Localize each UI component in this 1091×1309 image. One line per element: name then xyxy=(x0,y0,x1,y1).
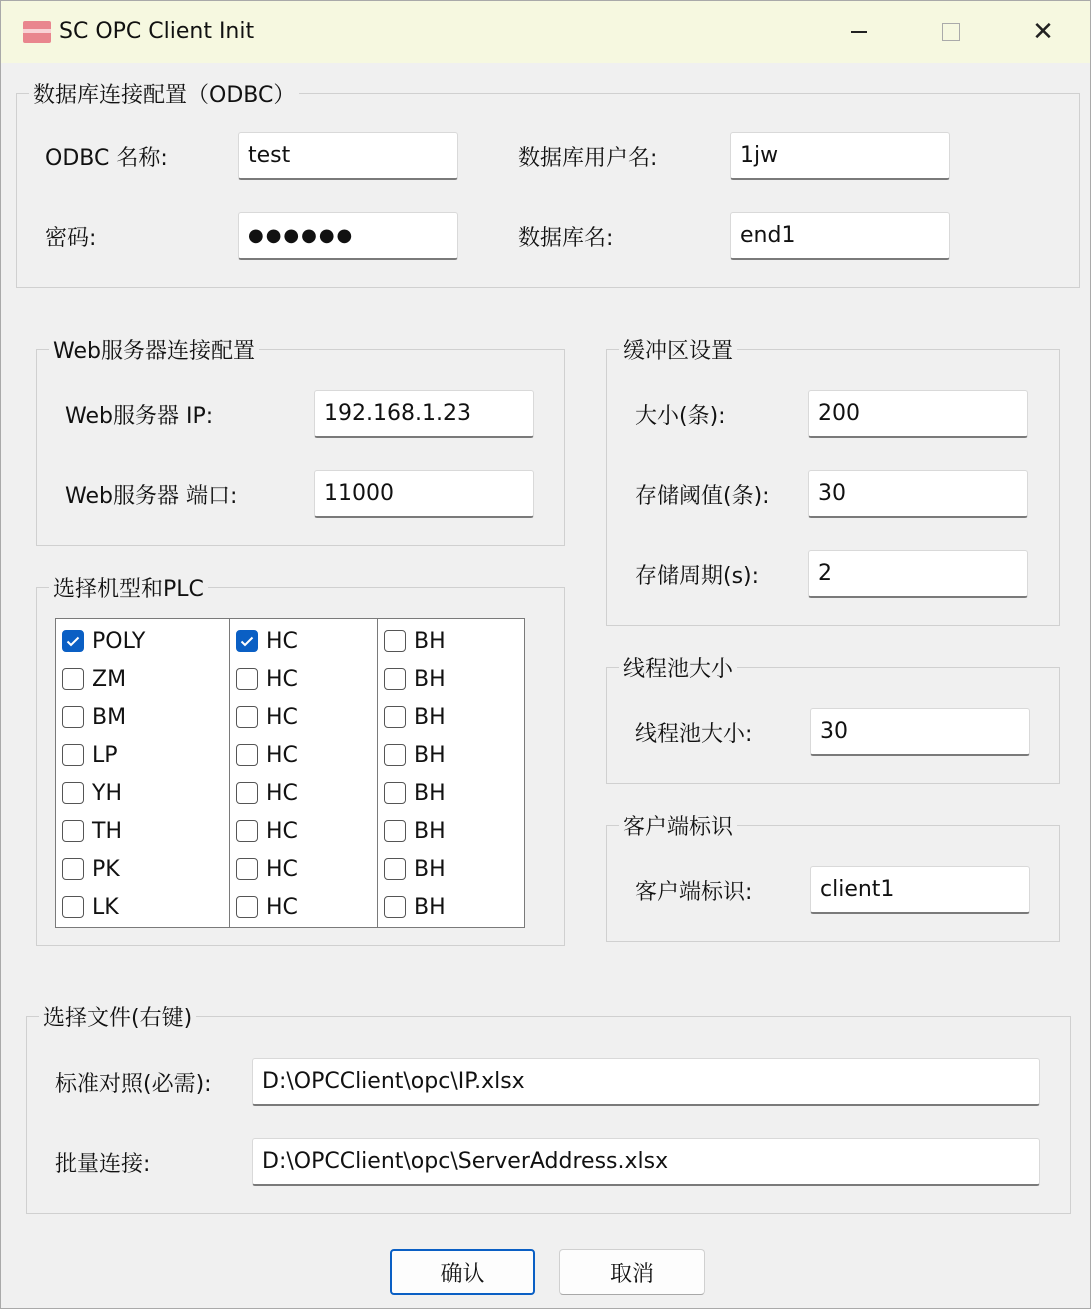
plc-column-2 xyxy=(229,618,378,928)
web-ip-label: Web服务器 IP: xyxy=(65,404,214,429)
plc-column-3 xyxy=(377,618,525,928)
minimize-icon xyxy=(851,31,867,33)
plc-checkbox-label: BH xyxy=(414,742,446,768)
maximize-icon xyxy=(942,23,960,41)
plc-checkbox[interactable] xyxy=(236,626,298,656)
plc-checkbox[interactable] xyxy=(384,892,446,922)
cancel-button[interactable]: 取消 xyxy=(559,1249,705,1295)
plc-checkbox[interactable] xyxy=(384,740,446,770)
checkbox-unchecked-icon[interactable] xyxy=(384,820,406,842)
web-ip-field[interactable]: 192.168.1.23 xyxy=(314,390,534,438)
db-user-label: 数据库用户名: xyxy=(518,146,658,171)
checkbox-checked-icon[interactable] xyxy=(236,630,258,652)
checkbox-unchecked-icon[interactable] xyxy=(62,858,84,880)
web-port-label: Web服务器 端口: xyxy=(65,484,238,509)
standard-file-label: 标准对照(必需): xyxy=(55,1072,212,1097)
password-field[interactable]: ●●●●●● xyxy=(238,212,458,260)
confirm-button[interactable]: 确认 xyxy=(390,1249,535,1295)
plc-checkbox-label: YH xyxy=(92,780,122,806)
checkbox-checked-icon[interactable] xyxy=(62,630,84,652)
checkbox-unchecked-icon[interactable] xyxy=(384,706,406,728)
file-selection-group-legend: 选择文件(右键) xyxy=(43,1006,193,1031)
checkbox-unchecked-icon[interactable] xyxy=(62,668,84,690)
plc-checkbox[interactable] xyxy=(236,854,298,884)
odbc-group-legend: 数据库连接配置（ODBC） xyxy=(33,83,296,108)
plc-checkbox[interactable] xyxy=(236,892,298,922)
plc-column-1 xyxy=(55,618,230,928)
batch-file-label: 批量连接: xyxy=(55,1152,151,1177)
plc-checkbox[interactable] xyxy=(236,702,298,732)
plc-checkbox[interactable] xyxy=(62,816,122,846)
plc-checkbox[interactable] xyxy=(384,854,446,884)
plc-checkbox[interactable] xyxy=(62,740,118,770)
checkbox-unchecked-icon[interactable] xyxy=(236,896,258,918)
client-id-field[interactable]: client1 xyxy=(810,866,1030,914)
app-icon xyxy=(23,21,51,43)
db-name-field[interactable]: end1 xyxy=(730,212,950,260)
plc-checkbox-label: HC xyxy=(266,742,298,768)
plc-checkbox-label: HC xyxy=(266,704,298,730)
checkbox-unchecked-icon[interactable] xyxy=(236,782,258,804)
plc-checkbox[interactable] xyxy=(236,664,298,694)
client-id-group-legend: 客户端标识 xyxy=(623,815,734,840)
web-port-field[interactable]: 11000 xyxy=(314,470,534,518)
db-user-field[interactable]: 1jw xyxy=(730,132,950,180)
web-server-group-legend: Web服务器连接配置 xyxy=(53,339,255,364)
plc-checkbox-label: TH xyxy=(92,818,122,844)
maximize-button[interactable] xyxy=(905,1,997,63)
checkbox-unchecked-icon[interactable] xyxy=(384,782,406,804)
window-title: SC OPC Client Init xyxy=(59,19,255,44)
odbc-name-label: ODBC 名称: xyxy=(45,146,168,171)
plc-checkbox-label: HC xyxy=(266,666,298,692)
plc-checkbox-label: LK xyxy=(92,894,119,920)
store-threshold-label: 存储阈值(条): xyxy=(635,484,770,509)
plc-checkbox-label: PK xyxy=(92,856,120,882)
plc-checkbox-label: HC xyxy=(266,856,298,882)
close-button[interactable] xyxy=(997,1,1089,63)
plc-checkbox[interactable] xyxy=(62,702,126,732)
checkbox-unchecked-icon[interactable] xyxy=(384,744,406,766)
plc-checkbox[interactable] xyxy=(62,626,145,656)
plc-checkbox[interactable] xyxy=(236,778,298,808)
plc-checkbox-label: BH xyxy=(414,894,446,920)
checkbox-unchecked-icon[interactable] xyxy=(236,820,258,842)
password-label: 密码: xyxy=(45,226,97,251)
store-period-field[interactable]: 2 xyxy=(808,550,1028,598)
checkbox-unchecked-icon[interactable] xyxy=(384,630,406,652)
plc-checkbox-label: POLY xyxy=(92,628,146,654)
plc-checkbox-label: ZM xyxy=(92,666,127,692)
plc-checkbox[interactable] xyxy=(236,740,298,770)
thread-pool-group-legend: 线程池大小 xyxy=(623,657,734,682)
odbc-name-field[interactable]: test xyxy=(238,132,458,180)
thread-pool-label: 线程池大小: xyxy=(635,722,753,747)
plc-checkbox-label: HC xyxy=(266,818,298,844)
thread-pool-field[interactable]: 30 xyxy=(810,708,1030,756)
batch-file-field[interactable]: D:\OPCClient\opc\ServerAddress.xlsx xyxy=(252,1138,1040,1186)
store-period-label: 存储周期(s): xyxy=(635,564,760,589)
plc-checkbox[interactable] xyxy=(62,778,122,808)
plc-checkbox-label: BH xyxy=(414,628,446,654)
checkbox-unchecked-icon[interactable] xyxy=(62,896,84,918)
plc-selection-group-legend: 选择机型和PLC xyxy=(53,577,204,602)
checkbox-unchecked-icon[interactable] xyxy=(236,706,258,728)
checkbox-unchecked-icon[interactable] xyxy=(384,858,406,880)
plc-checkbox[interactable] xyxy=(384,664,446,694)
checkbox-unchecked-icon[interactable] xyxy=(236,744,258,766)
plc-checkbox[interactable] xyxy=(384,702,446,732)
plc-checkbox[interactable] xyxy=(236,816,298,846)
plc-checkbox[interactable] xyxy=(384,816,446,846)
buffer-size-field[interactable]: 200 xyxy=(808,390,1028,438)
plc-checkbox[interactable] xyxy=(62,854,120,884)
checkbox-unchecked-icon[interactable] xyxy=(384,896,406,918)
plc-checkbox[interactable] xyxy=(384,778,446,808)
client-id-label: 客户端标识: xyxy=(635,880,753,905)
plc-checkbox[interactable] xyxy=(62,664,126,694)
plc-checkbox[interactable] xyxy=(384,626,446,656)
title-bar[interactable] xyxy=(1,1,1090,63)
checkbox-unchecked-icon[interactable] xyxy=(236,668,258,690)
checkbox-unchecked-icon[interactable] xyxy=(62,744,84,766)
plc-checkbox-label: BM xyxy=(92,704,127,730)
store-threshold-field[interactable]: 30 xyxy=(808,470,1028,518)
plc-checkbox-label: BH xyxy=(414,856,446,882)
plc-checkbox-label: HC xyxy=(266,628,298,654)
plc-checkbox-label: BH xyxy=(414,704,446,730)
checkbox-unchecked-icon[interactable] xyxy=(384,668,406,690)
close-icon: ✕ xyxy=(1032,17,1054,47)
standard-file-field[interactable]: D:\OPCClient\opc\IP.xlsx xyxy=(252,1058,1040,1106)
checkbox-unchecked-icon[interactable] xyxy=(236,858,258,880)
plc-checkbox-label: BH xyxy=(414,666,446,692)
db-name-label: 数据库名: xyxy=(518,226,614,251)
buffer-size-label: 大小(条): xyxy=(635,404,726,429)
checkbox-unchecked-icon[interactable] xyxy=(62,820,84,842)
plc-checkbox-label: BH xyxy=(414,818,446,844)
checkbox-unchecked-icon[interactable] xyxy=(62,782,84,804)
plc-checkbox-label: HC xyxy=(266,894,298,920)
plc-checkbox-label: BH xyxy=(414,780,446,806)
checkbox-unchecked-icon[interactable] xyxy=(62,706,84,728)
plc-checkbox-label: HC xyxy=(266,780,298,806)
buffer-group-legend: 缓冲区设置 xyxy=(623,339,734,364)
plc-checkbox-label: LP xyxy=(92,742,118,768)
minimize-button[interactable] xyxy=(813,1,905,63)
plc-checkbox[interactable] xyxy=(62,892,119,922)
